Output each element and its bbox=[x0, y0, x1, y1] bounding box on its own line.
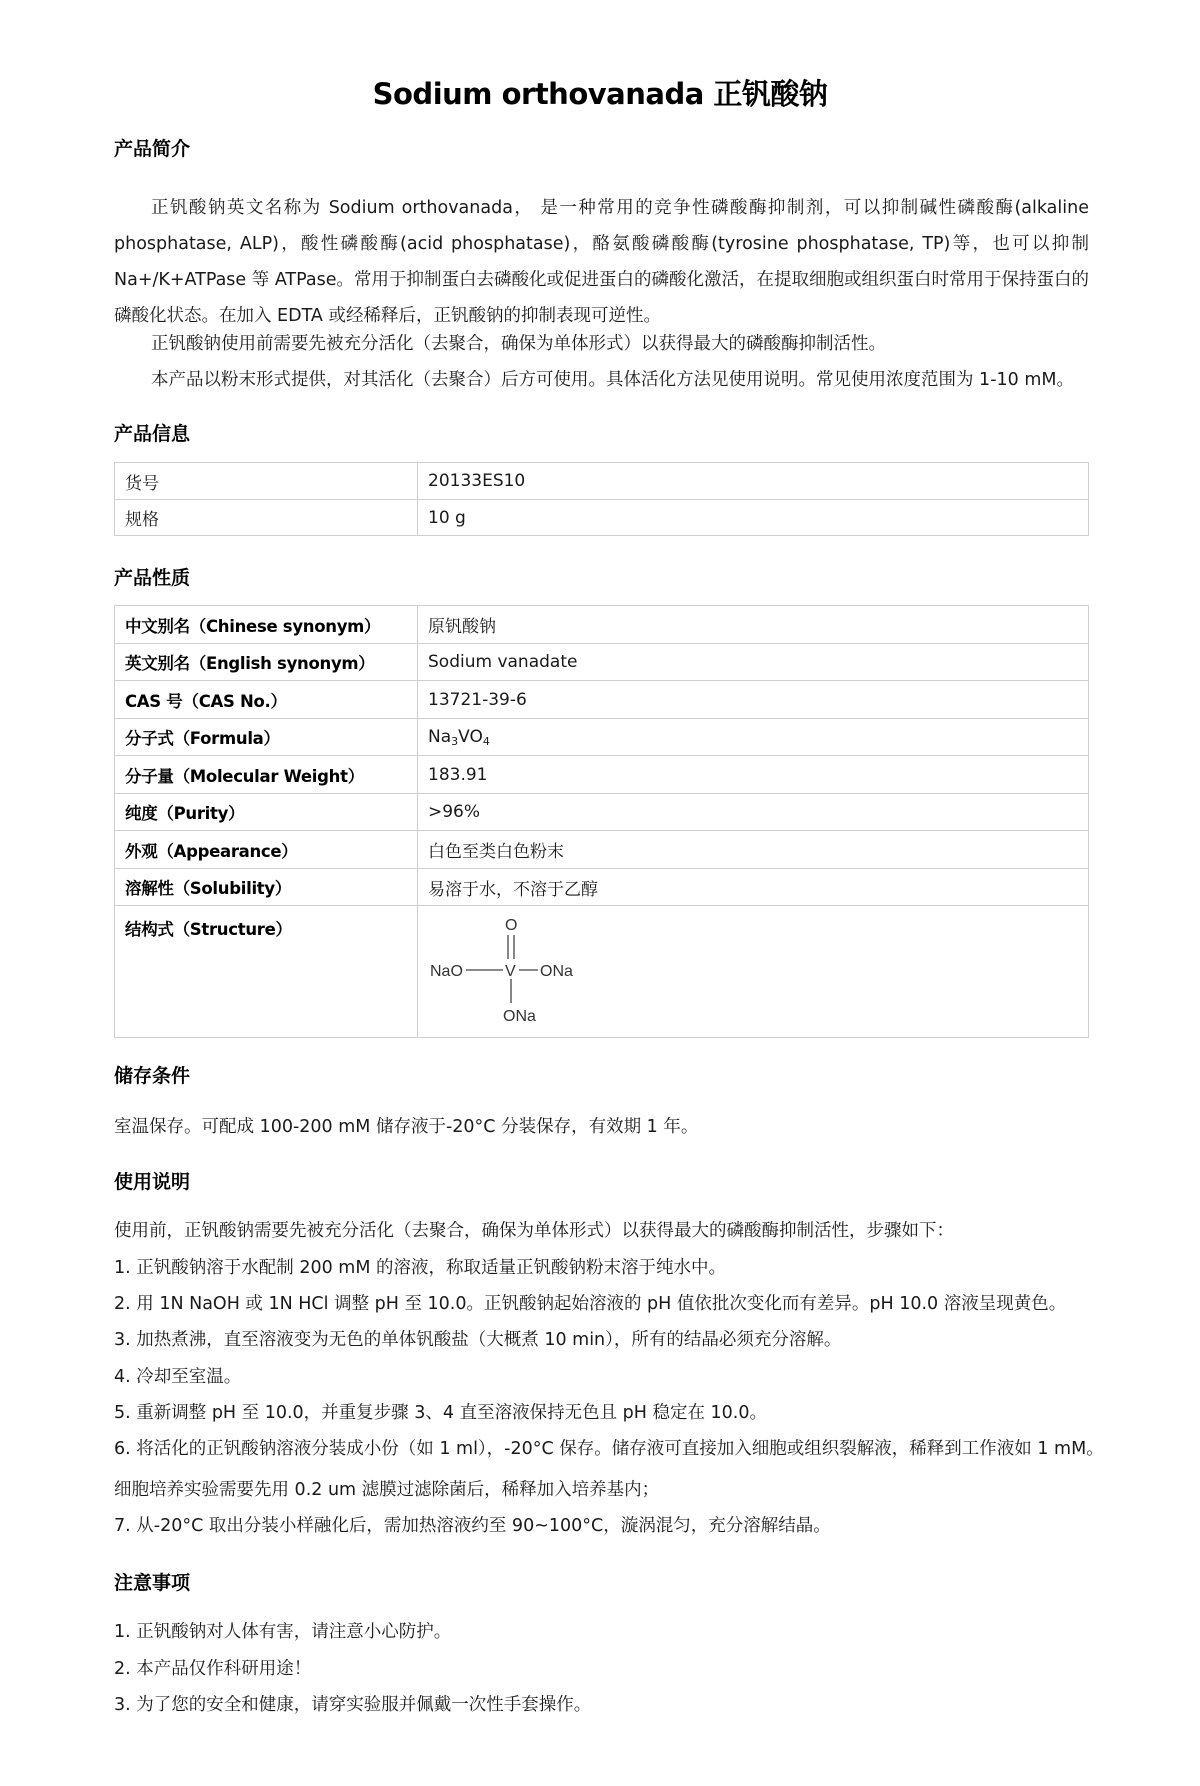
info-key-size: 规格 bbox=[115, 500, 418, 536]
structure-cell bbox=[418, 906, 1089, 1038]
intro-paragraph-3: 本产品以粉末形式提供，对其活化（去聚合）后方可使用。具体活化方法见使用说明。常见使用浓度范围为 1-10 mM。 bbox=[151, 370, 1074, 390]
usage-step: 细胞培养实验需要先用 0.2 um 滤膜过滤除菌后，稀释加入培养基内； bbox=[114, 1480, 660, 1500]
table-row bbox=[115, 906, 1089, 1038]
formula-subscript: 3 bbox=[451, 734, 459, 748]
atom-label-center: V bbox=[505, 962, 516, 980]
intro-paragraph-1: 正钒酸钠英文名称为 Sodium orthovanada， 是一种常用的竞争性磷酸酶抑制剂，可以抑制碱性磷酸酶(alkaline phosphatase, ALP)，酸性磷酸酶(acid phosphatase)，酪氨酸磷酸酶(tyrosine phosphatase, TP)等，也可以抑制 Na+/K+ATPase 等 ATPase。常用于抑制蛋白去磷酸化或促进蛋白的磷酸化激活，在提取细胞或组织蛋白时常用于保持蛋白的磷酸化状态。在加入 EDTA 或经稀释后，正钒酸钠的抑制表现可逆性。 bbox=[114, 198, 1089, 326]
prop-value-formula bbox=[418, 719, 1089, 756]
prop-key: 纯度（Purity） bbox=[115, 794, 418, 831]
prop-key: 结构式（Structure） bbox=[115, 906, 418, 1038]
table-row bbox=[115, 831, 1089, 869]
usage-step: 5. 重新调整 pH 至 10.0，并重复步骤 3、4 直至溶液保持无色且 pH 稳定在 10.0。 bbox=[114, 1403, 767, 1423]
atom-label-bottom: ONa bbox=[503, 1007, 536, 1025]
table-row bbox=[115, 719, 1089, 756]
table-row bbox=[115, 644, 1089, 681]
note-item: 2. 本产品仅作科研用途！ bbox=[114, 1659, 312, 1679]
structure-svg bbox=[428, 913, 598, 1031]
usage-step: 4. 冷却至室温。 bbox=[114, 1367, 242, 1387]
prop-key: 外观（Appearance） bbox=[115, 831, 418, 869]
prop-value: 易溶于水，不溶于乙醇 bbox=[418, 869, 1089, 906]
table-row bbox=[115, 606, 1089, 644]
prop-key: 分子量（Molecular Weight） bbox=[115, 756, 418, 794]
note-item: 3. 为了您的安全和健康，请穿实验服并佩戴一次性手套操作。 bbox=[114, 1695, 592, 1715]
formula-part: VO bbox=[458, 726, 483, 747]
usage-step: 2. 用 1N NaOH 或 1N HCl 调整 pH 至 10.0。正钒酸钠起始溶液的 pH 值依批次变化而有差异。pH 10.0 溶液呈现黄色。 bbox=[114, 1294, 1067, 1314]
table-row bbox=[115, 463, 1089, 500]
formula-subscript: 4 bbox=[482, 734, 490, 748]
structure-diagram bbox=[428, 913, 598, 1031]
usage-step: 1. 正钒酸钠溶于水配制 200 mM 的溶液，称取适量正钒酸钠粉末溶于纯水中。 bbox=[114, 1258, 726, 1278]
info-value-catalog: 20133ES10 bbox=[418, 463, 1089, 500]
prop-value: 白色至类白色粉末 bbox=[418, 831, 1089, 869]
properties-heading: 产品性质 bbox=[114, 567, 191, 589]
info-heading: 产品信息 bbox=[114, 423, 191, 445]
prop-key: 溶解性（Solubility） bbox=[115, 869, 418, 906]
storage-text: 室温保存。可配成 100-200 mM 储存液于-20°C 分装保存，有效期 1 年。 bbox=[114, 1117, 699, 1137]
usage-heading: 使用说明 bbox=[114, 1171, 191, 1193]
info-key-catalog: 货号 bbox=[115, 463, 418, 500]
prop-key: CAS 号（CAS No.） bbox=[115, 681, 418, 719]
intro-paragraph-2: 正钒酸钠使用前需要先被充分活化（去聚合，确保为单体形式）以获得最大的磷酸酶抑制活性。 bbox=[151, 334, 886, 354]
usage-lead: 使用前，正钒酸钠需要先被充分活化（去聚合，确保为单体形式）以获得最大的磷酸酶抑制活性，步骤如下： bbox=[114, 1221, 954, 1241]
usage-step: 7. 从-20°C 取出分装小样融化后，需加热溶液约至 90~100°C，漩涡混匀，充分溶解结晶。 bbox=[114, 1516, 831, 1536]
table-row bbox=[115, 500, 1089, 536]
formula-part: Na bbox=[428, 726, 452, 747]
document-title: Sodium orthovanada 正钒酸钠 bbox=[372, 77, 828, 111]
atom-label-right: ONa bbox=[540, 962, 573, 980]
notes-heading: 注意事项 bbox=[114, 1572, 191, 1594]
prop-key: 中文别名（Chinese synonym） bbox=[115, 606, 418, 644]
product-info-table bbox=[114, 462, 1089, 536]
usage-step: 6. 将活化的正钒酸钠溶液分装成小份（如 1 ml），-20°C 保存。储存液可直接加入细胞或组织裂解液，稀释到工作液如 1 mM。 bbox=[114, 1439, 1104, 1459]
usage-step: 3. 加热煮沸，直至溶液变为无色的单体钒酸盐（大概煮 10 min），所有的结晶必须充分溶解。 bbox=[114, 1330, 842, 1350]
prop-value: Sodium vanadate bbox=[418, 644, 1089, 681]
prop-value: >96% bbox=[418, 794, 1089, 831]
atom-label-top: O bbox=[505, 916, 518, 934]
info-value-size: 10 g bbox=[418, 500, 1089, 536]
prop-key: 分子式（Formula） bbox=[115, 719, 418, 756]
prop-value: 原钒酸钠 bbox=[418, 606, 1089, 644]
product-properties-table bbox=[114, 605, 1089, 1038]
table-row bbox=[115, 869, 1089, 906]
prop-key: 英文别名（English synonym） bbox=[115, 644, 418, 681]
note-item: 1. 正钒酸钠对人体有害，请注意小心防护。 bbox=[114, 1622, 452, 1642]
table-row bbox=[115, 681, 1089, 719]
prop-value: 13721-39-6 bbox=[418, 681, 1089, 719]
intro-heading: 产品简介 bbox=[114, 138, 191, 160]
prop-value: 183.91 bbox=[418, 756, 1089, 794]
storage-heading: 储存条件 bbox=[114, 1065, 191, 1087]
table-row bbox=[115, 756, 1089, 794]
table-row bbox=[115, 794, 1089, 831]
atom-label-left: NaO bbox=[430, 962, 463, 980]
